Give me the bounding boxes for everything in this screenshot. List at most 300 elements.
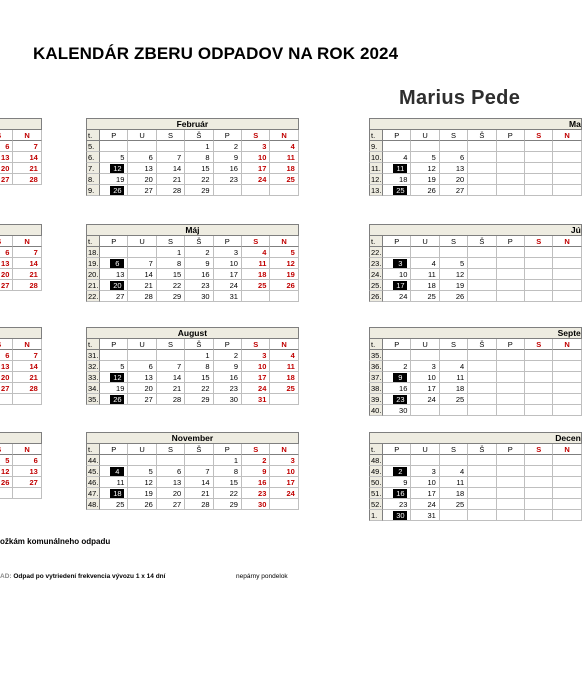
pickup-marker: 2 — [393, 467, 407, 476]
day-cell: 18 — [270, 372, 298, 383]
day-cell — [553, 269, 581, 280]
day-cell — [468, 405, 496, 416]
day-cell — [468, 141, 496, 152]
day-cell — [553, 466, 581, 477]
day-cell: 14 — [157, 372, 185, 383]
day-cell: 4 — [383, 152, 411, 163]
week-number: 44. — [88, 456, 99, 465]
day-cell: 16 — [383, 383, 411, 394]
day-cell: 3 — [411, 466, 439, 477]
weekday-header: S — [440, 444, 468, 455]
day-cell: 25 — [270, 174, 298, 185]
day-cell: 28 — [13, 280, 41, 291]
day-cell — [185, 455, 213, 466]
weekday-header: P — [100, 236, 128, 247]
pickup-day — [100, 466, 128, 477]
day-cell — [525, 269, 553, 280]
week-number-header: t. — [369, 339, 383, 350]
day-cell — [270, 291, 298, 302]
day-cell: 7 — [13, 247, 41, 258]
weekday-header: S — [242, 444, 270, 455]
day-cell: 23 — [383, 499, 411, 510]
day-cell: 24 — [383, 291, 411, 302]
weekday-header: U — [411, 339, 439, 350]
pickup-marker: 9 — [393, 373, 407, 382]
day-cell — [468, 394, 496, 405]
weekday-header: P — [497, 130, 525, 141]
week-number: 22. — [88, 292, 99, 301]
weekday-header: Š — [185, 130, 213, 141]
week-number-header: t. — [86, 130, 100, 141]
day-cell — [13, 394, 41, 405]
day-cell — [497, 280, 525, 291]
day-cell: 18 — [383, 174, 411, 185]
day-cell: 19 — [100, 383, 128, 394]
weekday-header: P — [214, 339, 242, 350]
day-cell: 9 — [242, 466, 270, 477]
day-cell — [525, 455, 553, 466]
weekday-header: U — [128, 339, 156, 350]
week-number: 18. — [88, 248, 99, 257]
day-cell — [497, 383, 525, 394]
day-cell — [553, 291, 581, 302]
day-cell — [525, 141, 553, 152]
day-cell: 26 — [0, 477, 13, 488]
day-cell — [553, 499, 581, 510]
weekday-header: N — [13, 236, 41, 247]
pickup-day — [383, 280, 411, 291]
day-cell: 5 — [0, 455, 13, 466]
weekday-header: S — [525, 130, 553, 141]
month-may — [86, 224, 299, 303]
day-cell: 19 — [270, 269, 298, 280]
day-cell — [553, 477, 581, 488]
day-cell: 13 — [157, 477, 185, 488]
day-cell: 26 — [270, 280, 298, 291]
day-cell — [525, 499, 553, 510]
pickup-marker: 12 — [110, 164, 124, 173]
week-number: 39. — [371, 395, 382, 404]
day-cell: 18 — [440, 383, 468, 394]
day-cell: 22 — [185, 174, 213, 185]
day-cell: 17 — [242, 163, 270, 174]
month-february — [86, 118, 299, 197]
day-cell — [468, 383, 496, 394]
day-cell — [553, 247, 581, 258]
day-cell: 25 — [411, 291, 439, 302]
legend-text: Odpad po vytriedení frekvencia vývozu 1 x 14 dní — [13, 573, 166, 580]
pickup-day — [383, 372, 411, 383]
day-cell: 7 — [157, 361, 185, 372]
week-number: 38. — [371, 384, 382, 393]
pickup-day — [383, 488, 411, 499]
day-cell: 26 — [128, 499, 156, 510]
week-number: 23. — [371, 259, 382, 268]
pickup-day — [100, 163, 128, 174]
day-cell — [497, 163, 525, 174]
pickup-day — [383, 394, 411, 405]
day-cell — [497, 247, 525, 258]
day-cell — [553, 350, 581, 361]
day-cell — [553, 361, 581, 372]
pickup-day — [383, 185, 411, 196]
day-cell — [553, 174, 581, 185]
day-cell: 6 — [128, 361, 156, 372]
day-cell — [128, 247, 156, 258]
pickup-day — [383, 466, 411, 477]
weekday-header: P — [214, 444, 242, 455]
day-cell: 27 — [440, 185, 468, 196]
week-number: 52. — [371, 500, 382, 509]
day-cell — [0, 488, 13, 499]
day-cell: 23 — [185, 280, 213, 291]
day-cell: 23 — [242, 488, 270, 499]
day-cell: 2 — [383, 361, 411, 372]
weekday-header: N — [13, 444, 41, 455]
pickup-marker: 16 — [393, 489, 407, 498]
legend-line — [0, 573, 165, 580]
day-cell — [525, 488, 553, 499]
weekday-header — [0, 236, 13, 247]
pickup-day — [100, 258, 128, 269]
day-cell: 15 — [185, 163, 213, 174]
day-cell: 13 — [128, 372, 156, 383]
day-cell — [383, 141, 411, 152]
week-number: 24. — [371, 270, 382, 279]
week-number: 25. — [371, 281, 382, 290]
day-cell — [553, 152, 581, 163]
day-cell: 25 — [100, 499, 128, 510]
day-cell: 5 — [100, 152, 128, 163]
day-cell: 21 — [185, 488, 213, 499]
day-cell — [100, 350, 128, 361]
weekday-header: S — [525, 339, 553, 350]
day-cell — [497, 269, 525, 280]
day-cell — [525, 185, 553, 196]
day-cell: 16 — [242, 477, 270, 488]
day-cell — [525, 405, 553, 416]
week-number-header: t. — [86, 444, 100, 455]
day-cell: 12 — [440, 269, 468, 280]
week-number: 8. — [86, 174, 100, 185]
day-cell — [553, 141, 581, 152]
day-cell — [497, 291, 525, 302]
page-title: KALENDÁR ZBERU ODPADOV NA ROK 2024 — [33, 44, 399, 63]
day-cell: 3 — [270, 455, 298, 466]
day-cell — [468, 466, 496, 477]
weekday-header: Š — [468, 130, 496, 141]
day-cell: 27 — [157, 499, 185, 510]
day-cell: 27 — [13, 477, 41, 488]
week-number: 32. — [88, 362, 99, 371]
day-cell: 17 — [270, 477, 298, 488]
day-cell — [497, 477, 525, 488]
day-cell — [525, 280, 553, 291]
weekday-header — [0, 130, 13, 141]
day-cell: 21 — [13, 269, 41, 280]
month-title: Decen — [369, 432, 582, 444]
day-cell — [525, 466, 553, 477]
day-cell — [157, 350, 185, 361]
weekday-header: S — [157, 236, 185, 247]
day-cell — [525, 258, 553, 269]
day-cell — [553, 488, 581, 499]
weekday-header: Š — [185, 236, 213, 247]
day-cell — [468, 510, 496, 521]
day-cell — [525, 383, 553, 394]
day-cell — [497, 152, 525, 163]
day-cell — [497, 466, 525, 477]
pickup-marker: 6 — [110, 259, 124, 268]
day-cell: 10 — [242, 361, 270, 372]
weekday-header: S — [157, 130, 185, 141]
month-march — [369, 118, 582, 197]
weekday-header: S — [242, 130, 270, 141]
weekday-header: P — [100, 130, 128, 141]
day-cell: 10 — [214, 258, 242, 269]
week-number: 48. — [88, 500, 99, 509]
weekday-header: S — [525, 236, 553, 247]
day-cell: 6 — [13, 455, 41, 466]
day-cell: 27 — [128, 185, 156, 196]
day-cell — [497, 510, 525, 521]
month-title: August — [86, 327, 299, 339]
day-cell: 25 — [440, 394, 468, 405]
day-cell — [497, 258, 525, 269]
day-cell — [214, 185, 242, 196]
week-number: 31. — [88, 351, 99, 360]
weekday-header: Š — [468, 236, 496, 247]
day-cell: 15 — [214, 477, 242, 488]
day-cell: 18 — [440, 488, 468, 499]
day-cell — [553, 394, 581, 405]
day-cell: 5 — [270, 247, 298, 258]
week-number: 48. — [371, 456, 382, 465]
weekday-header: S — [157, 444, 185, 455]
week-number: 12. — [371, 175, 382, 184]
day-cell: 15 — [157, 269, 185, 280]
day-cell: 20 — [0, 163, 13, 174]
month-title: Február — [86, 118, 299, 130]
day-cell — [468, 152, 496, 163]
legend-title: ožkám komunálneho odpadu — [0, 537, 111, 546]
day-cell: 26 — [440, 291, 468, 302]
day-cell: 5 — [100, 361, 128, 372]
weekday-header: P — [100, 339, 128, 350]
pickup-marker: 26 — [110, 186, 124, 195]
day-cell: 5 — [440, 258, 468, 269]
day-cell — [553, 163, 581, 174]
day-cell: 12 — [0, 466, 13, 477]
day-cell: 11 — [100, 477, 128, 488]
day-cell — [553, 405, 581, 416]
day-cell — [525, 477, 553, 488]
day-cell: 24 — [242, 174, 270, 185]
day-cell — [497, 405, 525, 416]
pickup-day — [100, 372, 128, 383]
day-cell: 14 — [157, 163, 185, 174]
day-cell: 2 — [214, 350, 242, 361]
month-title — [0, 327, 42, 339]
day-cell — [128, 141, 156, 152]
week-number: 26. — [371, 292, 382, 301]
pickup-marker: 12 — [110, 373, 124, 382]
day-cell: 10 — [383, 269, 411, 280]
weekday-header: P — [497, 444, 525, 455]
weekday-header: P — [383, 236, 411, 247]
day-cell: 27 — [100, 291, 128, 302]
day-cell: 14 — [185, 477, 213, 488]
day-cell — [468, 258, 496, 269]
day-cell — [411, 350, 439, 361]
day-cell: 14 — [13, 152, 41, 163]
day-cell: 28 — [13, 174, 41, 185]
day-cell: 30 — [214, 394, 242, 405]
day-cell: 27 — [128, 394, 156, 405]
day-cell: 8 — [185, 152, 213, 163]
day-cell: 8 — [157, 258, 185, 269]
week-number: 35. — [88, 395, 99, 404]
day-cell — [525, 174, 553, 185]
day-cell — [497, 174, 525, 185]
day-cell — [497, 455, 525, 466]
day-cell — [468, 499, 496, 510]
day-cell — [468, 163, 496, 174]
week-number: 7. — [86, 163, 100, 174]
day-cell: 6 — [0, 350, 13, 361]
weekday-header: P — [383, 444, 411, 455]
day-cell: 26 — [411, 185, 439, 196]
month-october — [0, 432, 42, 500]
day-cell — [411, 405, 439, 416]
day-cell: 30 — [383, 405, 411, 416]
day-cell: 4 — [411, 258, 439, 269]
day-cell: 3 — [242, 141, 270, 152]
day-cell: 12 — [128, 477, 156, 488]
week-number: 45. — [88, 467, 99, 476]
weekday-header: U — [128, 130, 156, 141]
day-cell: 21 — [157, 174, 185, 185]
weekday-header: P — [214, 130, 242, 141]
day-cell — [128, 350, 156, 361]
week-number: 33. — [88, 373, 99, 382]
day-cell — [497, 350, 525, 361]
day-cell: 10 — [411, 372, 439, 383]
day-cell: 21 — [13, 163, 41, 174]
day-cell: 15 — [185, 372, 213, 383]
weekday-header: U — [411, 130, 439, 141]
day-cell — [553, 510, 581, 521]
day-cell — [270, 185, 298, 196]
week-number: 19. — [88, 259, 99, 268]
day-cell — [525, 350, 553, 361]
weekday-header: N — [553, 339, 581, 350]
weekday-header: S — [440, 130, 468, 141]
day-cell: 12 — [270, 258, 298, 269]
pickup-marker: 20 — [110, 281, 124, 290]
day-cell — [383, 455, 411, 466]
weekday-header: U — [411, 444, 439, 455]
day-cell — [468, 185, 496, 196]
week-number-header: t. — [369, 444, 383, 455]
month-title: Ma — [369, 118, 582, 130]
day-cell: 13 — [13, 466, 41, 477]
day-cell: 19 — [411, 174, 439, 185]
weekday-header: Š — [185, 339, 213, 350]
day-cell: 23 — [214, 174, 242, 185]
day-cell — [0, 394, 13, 405]
week-number: 21. — [88, 281, 99, 290]
day-cell: 9 — [185, 258, 213, 269]
week-number: 37. — [371, 373, 382, 382]
day-cell: 4 — [440, 466, 468, 477]
day-cell — [497, 488, 525, 499]
day-cell: 2 — [185, 247, 213, 258]
day-cell — [553, 185, 581, 196]
day-cell — [242, 291, 270, 302]
day-cell — [270, 394, 298, 405]
week-number-header: t. — [369, 236, 383, 247]
day-cell: 11 — [270, 152, 298, 163]
day-cell: 7 — [185, 466, 213, 477]
pickup-day — [383, 510, 411, 521]
day-cell: 28 — [157, 185, 185, 196]
day-cell — [553, 455, 581, 466]
week-number: 36. — [371, 362, 382, 371]
day-cell: 14 — [13, 258, 41, 269]
weekday-header — [0, 339, 13, 350]
day-cell: 7 — [13, 141, 41, 152]
day-cell: 11 — [440, 477, 468, 488]
day-cell: 1 — [157, 247, 185, 258]
month-title: November — [86, 432, 299, 444]
week-number: 11. — [369, 163, 383, 174]
day-cell: 16 — [214, 163, 242, 174]
day-cell: 24 — [411, 499, 439, 510]
day-cell: 19 — [100, 174, 128, 185]
day-cell — [440, 247, 468, 258]
weekday-header: P — [214, 236, 242, 247]
day-cell: 22 — [157, 280, 185, 291]
weekday-header: N — [13, 339, 41, 350]
day-cell: 28 — [128, 291, 156, 302]
day-cell — [468, 372, 496, 383]
day-cell: 7 — [13, 350, 41, 361]
day-cell: 11 — [411, 269, 439, 280]
weekday-header: P — [383, 130, 411, 141]
day-cell: 3 — [242, 350, 270, 361]
month-november — [86, 432, 299, 511]
day-cell: 12 — [411, 163, 439, 174]
weekday-header: N — [553, 130, 581, 141]
day-cell: 4 — [270, 141, 298, 152]
day-cell: 20 — [128, 383, 156, 394]
day-cell — [440, 350, 468, 361]
week-number-header: t. — [86, 236, 100, 247]
weekday-header: N — [270, 236, 298, 247]
day-cell: 13 — [0, 258, 13, 269]
day-cell — [411, 141, 439, 152]
day-cell: 30 — [185, 291, 213, 302]
day-cell: 25 — [242, 280, 270, 291]
weekday-header: P — [497, 339, 525, 350]
day-cell — [157, 455, 185, 466]
day-cell: 1 — [185, 141, 213, 152]
day-cell: 20 — [157, 488, 185, 499]
pickup-day — [100, 488, 128, 499]
week-number: 40. — [371, 406, 382, 415]
month-title — [0, 432, 42, 444]
